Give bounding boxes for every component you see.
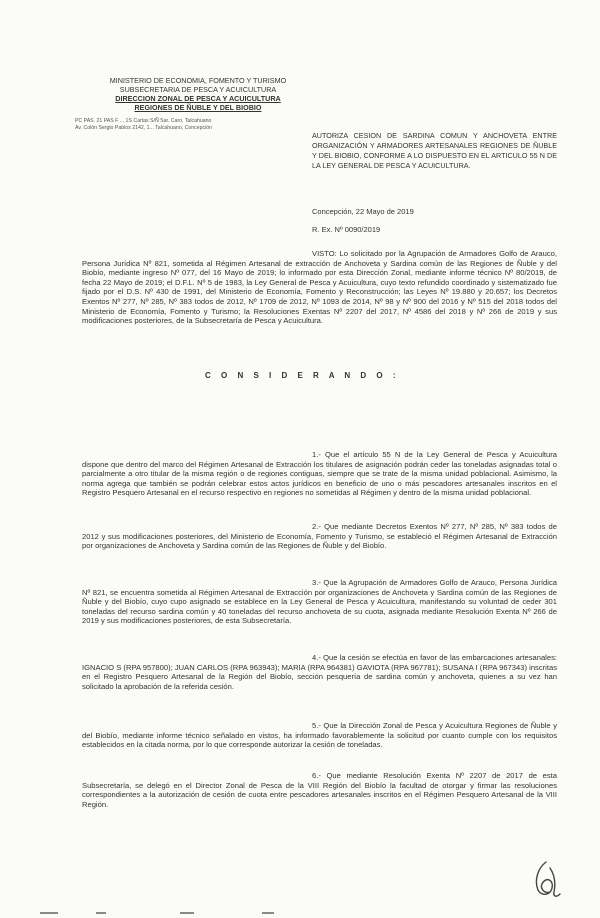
visto-label: VISTO: xyxy=(312,249,337,258)
address-block xyxy=(75,118,305,131)
considerando-text: Que la Dirección Zonal de Pesca y Acuicultura Regiones de Ñuble y del Biobío, mediante informe técnico señalado en vistos, ha informado favorablemente la solicitud por cuanto cumple con los requisitos establecidos en la citada norma, por lo que corresponde autorizar la cesión de toneladas. xyxy=(82,721,557,750)
considerando-text: Que la Agrupación de Armadores Golfo de Arauco, Persona Jurídica Nº 821, se encuentra sometida al Régimen Artesanal de Extracción por organizaciones de Anchoveta y Sardina común de las Regiones de Ñuble y del Biobío, cuyo cupo asignado se establece en la Ley General de Pesca y Acuicultura, manifestando su voluntad de ceder 301 toneladas del recurso sardina común y 40 toneladas del recurso anchoveta de su cuota, asignada mediante Resolución Exenta Nº 266 de 2019 y sus modificaciones posteriores, de esta Subsecretaría. xyxy=(82,578,557,626)
scan-footer-marks xyxy=(0,910,600,918)
considerando-number: 6.- xyxy=(312,771,321,780)
subsecretariat-name: SUBSECRETARIA DE PESCA Y ACUICULTURA xyxy=(119,85,277,94)
considerando-number: 2.- xyxy=(312,522,321,531)
considerando-text: Que la cesión se efectúa en favor de las embarcaciones artesanales: IGNACIO S (RPA 957800); JUAN CARLOS (RPA 963943); MARIA (RPA 964381) GAVIOTA (RPA 967781); SUSANA I (RPA 967343) inscritas en el Registro Pesquero Artesanal de la Región del Biobío, sección pesquería de sardina común y anchoveta, quienes a su vez han solicitado la aprobación de la referida cesión. xyxy=(82,653,557,691)
resolution-subject: AUTORIZA CESION DE SARDINA COMUN Y ANCHOVETA ENTRE ORGANIZACIÓN Y ARMADORES ARTESANALES REGIONES DE ÑUBLE Y DEL BIOBIO, CONFORME A LO DISPUESTO EN EL ARTICULO 55 N DE LA LEY GENERAL DE PESCA Y ACUICULTURA. xyxy=(312,131,557,170)
considerando-number: 5.- xyxy=(312,721,321,730)
considerando-4 xyxy=(82,653,557,691)
considerando-number: 1.- xyxy=(312,450,321,459)
considerando-5 xyxy=(82,721,557,750)
letterhead xyxy=(78,76,318,112)
considerando-1 xyxy=(82,450,557,498)
considerando-text: Que mediante Decretos Exentos Nº 277, Nº 285, Nº 383 todos de 2012 y sus modificaciones posteriores, del Ministerio de Economía, Fomento y Turismo, se estableció el Régimen Artesanal de Extracción por organizaciones de Anchoveta y Sardina común de las Regiones de Ñuble y del Biobío. xyxy=(82,522,557,551)
resolution-number: R. Ex. Nº 0090/2019 xyxy=(312,225,381,234)
visto-paragraph xyxy=(82,249,557,326)
address-line-2: Av. Colón Sergio Pablos 2142, 1... Talcahuano, Concepción xyxy=(75,124,212,131)
signature-initials xyxy=(528,858,564,902)
considerando-6 xyxy=(82,771,557,809)
considerando-number: 4.- xyxy=(312,653,321,662)
considerando-text: Que el artículo 55 N de la Ley General de Pesca y Acuicultura dispone que dentro del marco del Régimen Artesanal de Extracción los titulares de asignación podrán ceder las toneladas asignadas total o parcialmente a otro titular de la misma región o de regiones contiguas, siempre que se trate de la misma unidad poblacional. Asimismo, la norma agrega que también se podrán celebrar estos actos jurídicos en beneficio de uno o más pescadores artesanales inscritos en el Registro Pesquero Artesanal en el recurso respectivo en regiones no sometidas al Régimen y dentro de la misma unidad poblacional. xyxy=(82,450,557,498)
considerando-number: 3.- xyxy=(312,578,321,587)
regions-name: REGIONES DE ÑUBLE Y DEL BIOBIO xyxy=(134,103,262,112)
considerando-text: Que mediante Resolución Exenta Nº 2207 de 2017 de esta Subsecretaría, se delegó en el Director Zonal de Pesca de la VIII Región del Biobío la facultad de otorgar y firmar las resoluciones correspondientes a la autorización de cesión de cuota entre pescadores artesanales inscritos en el Régimen Pesquero Artesanal de la VIII Región. xyxy=(82,771,557,809)
considerando-title: C O N S I D E R A N D O : xyxy=(205,371,400,380)
place-date: Concepción, 22 Mayo de 2019 xyxy=(312,207,414,216)
considerando-2 xyxy=(82,522,557,551)
ministry-name: MINISTERIO DE ECONOMIA, FOMENTO Y TURISMO xyxy=(109,76,287,85)
visto-text: Lo solicitado por la Agrupación de Armadores Golfo de Arauco, Persona Jurídica Nº 821, sometida al Régimen Artesanal de extracción de Anchoveta y Sardina común de las Regiones de Ñuble y del Biobío, mediante ingreso Nº 077, del 16 Mayo de 2019; lo informado por esta Dirección Zonal, mediante informe técnico Nº 80/2019, de fecha 22 Mayo de 2019; el D.F.L. Nº 5 de 1983, la Ley General de Pesca y Acuicultura, cuyo texto refundido coordinado y sistematizado fue fijado por el D.S. Nº 430 de 1991, del Ministerio de Economía, Fomento y Reconstrucción; las Leyes Nº 19.880 y 20.657; los Decretos Exentos Nº 277, Nº 285, Nº 383 todos de 2012, Nº 1709 de 2012, Nº 1093 de 2014, Nº 98 y Nº 900 del 2016 y Nº 515 del 2018 todos del Ministerio de Economía, Fomento y Turismo; la Resoluciones Exentas Nº 2207 del 2017, Nº 4586 del 2018 y Nº 266 de 2019 y sus modificaciones posteriores, de la Subsecretaría de Pesca y Acuicultura. xyxy=(82,249,557,326)
address-line-1: PC PAS. 21 PAS F ... 1S Cartas S/Ñ Sar. Caro, Talcahuano xyxy=(75,118,212,124)
zonal-directorate-name: DIRECCION ZONAL DE PESCA Y ACUICULTURA xyxy=(115,94,281,103)
considerando-3 xyxy=(82,578,557,626)
